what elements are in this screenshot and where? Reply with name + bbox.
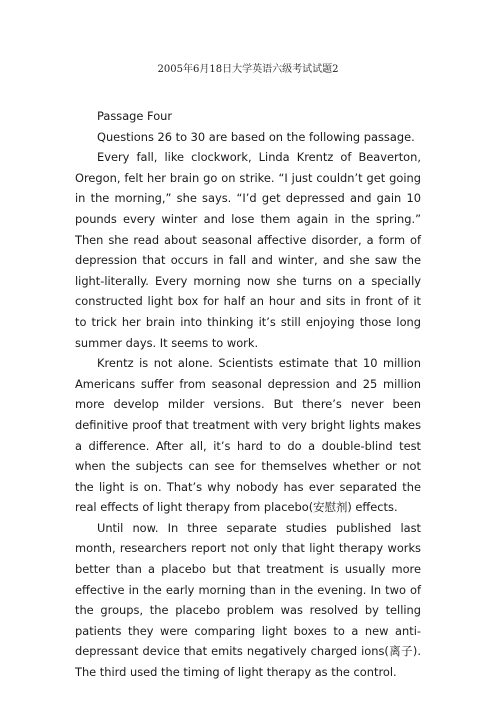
paragraph-3: Until now. In three separate studies published last month, researchers report not only that light therapy works better than a placebo but that treatment is usually more effective in the early morning than in the evening. In two of the groups, the placebo problem was resolved by telling patients they were comparing light boxes to a new anti-depressant device that emits negatively charged ions(离子). The third used the timing of light therapy as the control. [75,520,421,680]
page-header [0,60,496,75]
paragraph-2: Krentz is not alone. Scientists estimate that 10 million Americans suffer from seasonal depression and 25 million more develop milder versions. But there’s never been definitive proof that treatment with very bright lights makes a difference. After all, it’s hard to do a double-blind test when the subjects can see for themselves whether or not the light is on. That’s why nobody has ever separated the real effects of light therapy from placebo(安慰剂) effects. [75,356,421,515]
document-body [75,106,421,683]
passage-intro: Questions 26 to 30 are based on the following passage. [97,129,415,144]
document-title: 2005年6月18日大学英语六级考试试题2 [157,64,339,75]
paragraph-1: Every fall, like clockwork, Linda Krentz of Beaverton, Oregon, felt her brain go on strike. “I just couldn’t get going in the morning,” she says. “I’d get depressed and gain 10 pounds every winter and lose them again in the spring.” Then she read about seasonal affective disorder, a form of depression that occurs in fall and winter, and she saw the light-literally. Every morning now she turns on a specially constructed light box for half an hour and sits in front of it to trick her brain into thinking it’s still enjoying those long summer days. It seems to work. [75,150,421,350]
passage-label: Passage Four [97,109,173,123]
